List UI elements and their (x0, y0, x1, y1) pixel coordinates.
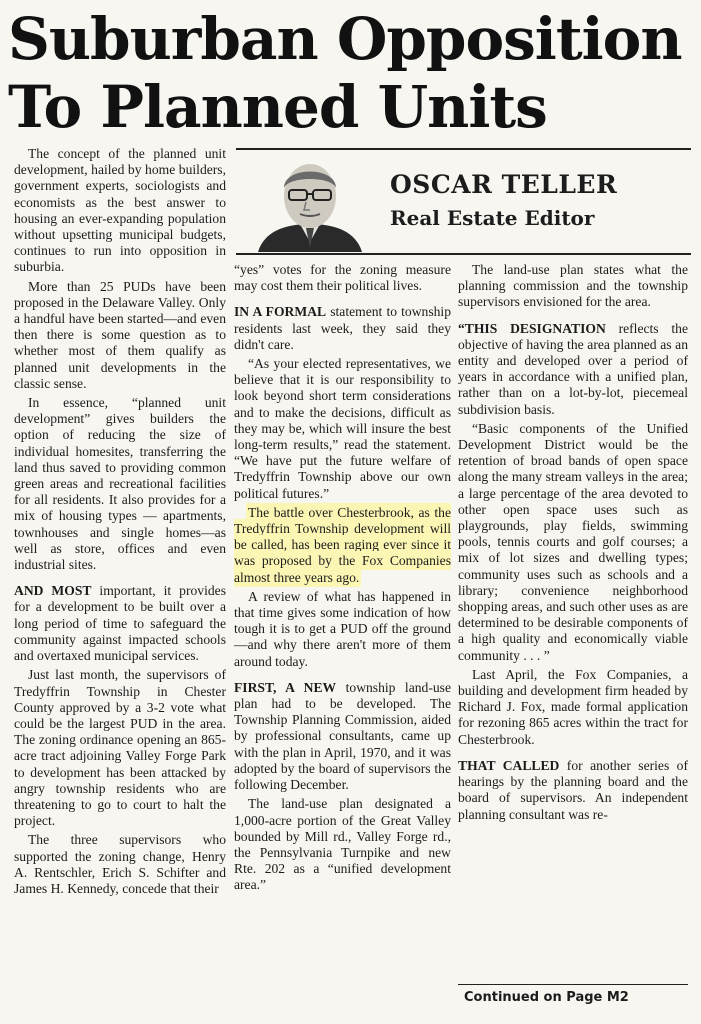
byline-rule-top (236, 148, 691, 150)
paragraph: A review of what has happened in that time gives some indication of how tough it is to get a PUD off the ground—and why there aren't more of them around today. (234, 588, 451, 669)
paragraph (234, 680, 451, 793)
highlighted-paragraph (234, 505, 451, 586)
paragraph (234, 304, 451, 353)
paragraph: The concept of the planned unit development, hailed by home builders, government experts, sociologists and economists as the best answer to housing an ever-expanding population without upsetting municipal budgets, continues to run into opposition in suburbia. (14, 146, 226, 275)
paragraph: “yes” votes for the zoning measure may cost them their political lives. (234, 262, 451, 294)
paragraph (14, 583, 226, 664)
paragraph: “As your elected representatives, we believe that it is our responsibility to look beyond short term considerations and to make the decisions, difficult as they may be, which will insure the best long-term results,” read the statement. “We have put the future welfare of Tredyffrin Township above our own political futures.” (234, 356, 451, 501)
paragraph (458, 321, 688, 418)
paragraph: Just last month, the supervisors of Tredyffrin Township in Chester County approved by a 3-2 vote what could be the largest PUD in the area. The zoning ordinance opening an 865-acre tract adjoining Valley Forge Park to development has been attacked by angry township residents who are threatening to go to court to halt the project. (14, 667, 226, 829)
byline-name: OSCAR TELLER (390, 170, 618, 199)
byline-title: Real Estate Editor (390, 206, 595, 230)
paragraph-text: statement to township residents last week, they said they didn't care. (234, 304, 451, 352)
paragraph: The land-use plan designated a 1,000-acre portion of the Great Valley bounded by Mill rd., Valley Forge rd., the Pennsylvania Turnpike and new Rte. 202 as a “unified development area.” (234, 796, 451, 893)
paragraph: More than 25 PUDs have been proposed in the Delaware Valley. Only a handful have been started—and even then there is some question as to whether most of them qualify as planned unit developments in the classic sense. (14, 278, 226, 391)
continued-line: Continued on Page M2 (464, 990, 629, 1005)
paragraph-kicker: AND MOST (14, 583, 92, 599)
paragraph (458, 758, 688, 823)
paragraph-text: important, it provides for a development to be built over a long period of time to safeguard the community against impacted schools and overtaxed municipal services. (14, 583, 226, 664)
headline-line-1: Suburban Opposition (8, 5, 682, 73)
paragraph: The land-use plan states what the planning commission and the township supervisors envisioned for the area. (458, 262, 688, 310)
article-column-2 (234, 262, 451, 897)
continued-rule (458, 984, 688, 985)
paragraph-text: reflects the objective of having the area planned as an entity and developed over a period of years in accordance with a unified plan, rather than on a lot-by-lot, piecemeal subdivision basis. (458, 320, 688, 417)
paragraph-kicker: FIRST, A NEW (234, 679, 337, 695)
paragraph-text: township land-use plan had to be developed. The Township Planning Commission, aided by professional consultants, came up with the plan in April, 1970, and it was adopted by the board of supervisors the following December. (234, 679, 451, 793)
paragraph-text: for another series of hearings by the planning board and the board of supervisors. An independent planning consultant was re- (458, 757, 688, 822)
article-column-3 (458, 262, 688, 826)
author-portrait (248, 152, 372, 252)
headline-line-2: To Planned Units (8, 73, 547, 141)
paragraph-kicker: THAT CALLED (458, 757, 560, 773)
paragraph: Last April, the Fox Companies, a building and development firm headed by Richard J. Fox, made formal application for rezoning 865 acres within the tract for Chesterbrook. (458, 666, 688, 747)
paragraph-kicker: IN A FORMAL (234, 304, 327, 320)
article-column-1 (14, 146, 226, 900)
paragraph-kicker: “THIS DESIGNATION (458, 320, 606, 336)
byline-rule-bottom (236, 253, 691, 255)
paragraph: In essence, “planned unit development” gives builders the option of reducing the size of individual homesites, transferring the land thus saved to providing common green areas and recreational facilities for all residents. It also provides for a mix of housing types — apartments, townhouses and single homes—as well as store, offices and even industrial sites. (14, 395, 226, 573)
highlighted-text: The battle over Chesterbrook, as the Tredyffrin Township development will be called, has been raging ever since it was proposed by the Fox Companies almost three years ago. (234, 504, 451, 585)
byline-box (236, 148, 696, 256)
paragraph: “Basic components of the Unified Development District would be the retention of broad bands of open space along the many stream valleys in the area; a large percentage of the area devoted to other open space uses such as playgrounds, play fields, swimming pools, tennis courts and golf courses; a mix of lot sizes and dwelling types; community uses such as schools and a library; convenience neighborhood shopping areas, and such other uses as are determined to be desirable components of a high quality and economically viable community . . . ” (458, 420, 688, 663)
paragraph: The three supervisors who supported the zoning change, Henry A. Rentschler, Erich S. Schifter and James H. Kennedy, concede that their (14, 832, 226, 896)
